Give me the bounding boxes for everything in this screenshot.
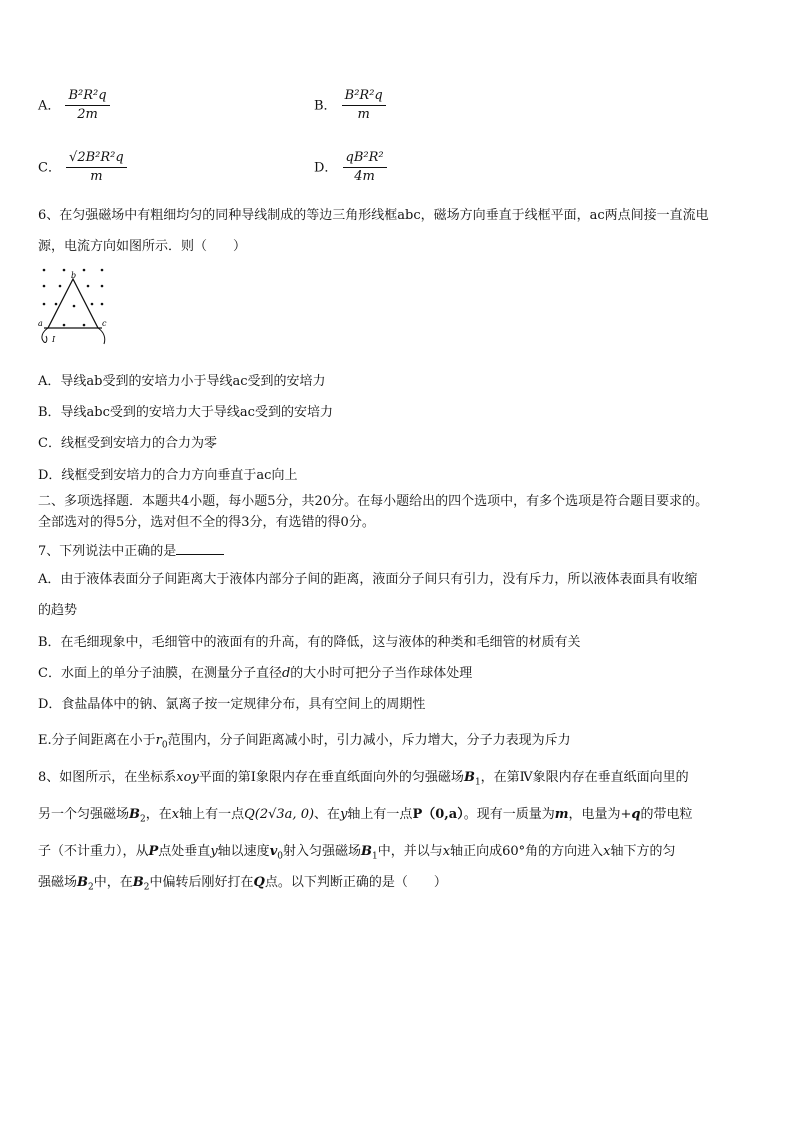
- q7-option-d: D．食盐晶体中的钠、氯离子按一定规律分布，具有空间上的周期性: [38, 697, 426, 712]
- q8-line4: 强磁场$B_2$中，在$B_2$中偏转后刚好打在Q点。以下判断正确的是（ ）: [38, 875, 447, 893]
- q6-option-b: B．导线abc受到的安培力大于导线ac受到的安培力: [38, 405, 333, 420]
- option-fraction: $\frac{\text{B²R²q}}{2m}$: [65, 88, 109, 122]
- vertex-c-label: c: [102, 319, 107, 328]
- option-fraction: $\frac{\text{qB²R²}}{4m}$: [343, 150, 387, 184]
- current-lead-left: [42, 328, 48, 343]
- q8-line1: 8、如图所示，在坐标系xoy平面的第Ⅰ象限内存在垂直纸面向外的匀强磁场$B_1$，在第Ⅳ象限内存在垂直纸面向里的: [38, 770, 689, 788]
- vertex-b-label: b: [71, 271, 77, 280]
- q5-option-a: [38, 88, 110, 122]
- q7-option-b: B．在毛细现象中，毛细管中的液面有的升高，有的降低，这与液体的种类和毛细管的材质有关: [38, 635, 581, 650]
- q6-stem-line1: 6、在匀强磁场中有粗细均匀的同种导线制成的等边三角形线框abc，磁场方向垂直于线框平面，ac两点间接一直流电: [38, 208, 709, 223]
- q7-stem: 7、下列说法中正确的是: [38, 542, 224, 560]
- q5-option-d: [314, 150, 387, 184]
- q7-option-a-line2: 的趋势: [38, 603, 78, 618]
- option-label: D．: [314, 160, 338, 176]
- section2-header-line1: 二、多项选择题．本题共4小题，每小题5分，共20分。在每小题给出的四个选项中，有多个选项是符合题目要求的。: [38, 494, 709, 509]
- q8-line2: 另一个匀强磁场$B_2$，在x轴上有一点Q(2√3a, 0)、在y轴上有一点P（0,a）。现有一质量为m，电量为+q的带电粒: [38, 807, 693, 825]
- option-fraction: $\frac{\text{B²R²q}}{m}$: [342, 88, 386, 122]
- q5-option-c: [38, 150, 127, 184]
- q7-option-c: C．水面上的单分子油膜，在测量分子直径d的大小时可把分子当作球体处理: [38, 666, 473, 681]
- q6-stem-line2: 源，电流方向如图所示．则（ ）: [38, 239, 247, 254]
- q7-option-a-line1: A．由于液体表面分子间距离大于液体内部分子间的距离，液面分子间只有引力，没有斥力，所以液体表面具有收缩: [38, 572, 698, 587]
- q7-option-e: E.分子间距离在小于$r_0$范围内，分子间距离减小时，引力减小，斥力增大，分子力表现为斥力: [38, 733, 571, 751]
- q5-option-b: [314, 88, 386, 122]
- option-fraction: $\frac{\text{√2B²R²q}}{m}$: [66, 150, 127, 184]
- point-p-coordinates: P（0,a）: [412, 807, 464, 822]
- q6-option-d: D．线框受到安培力的合力方向垂直于ac向上: [38, 468, 298, 483]
- point-q-coordinates: Q(2√3a, 0): [244, 807, 315, 822]
- current-label: I: [52, 335, 56, 344]
- q6-triangle-figure: [34, 262, 114, 350]
- option-label: B．: [314, 98, 337, 114]
- section2-header-line2: 全部选对的得5分，选对但不全的得3分，有选错的得0分。: [38, 515, 375, 530]
- answer-blank: [176, 542, 224, 555]
- current-lead-right: [98, 328, 105, 344]
- option-label: A．: [38, 98, 61, 114]
- option-label: C．: [38, 160, 61, 176]
- q6-option-c: C．线框受到安培力的合力为零: [38, 436, 217, 451]
- q6-option-a: A．导线ab受到的安培力小于导线ac受到的安培力: [38, 374, 326, 389]
- vertex-a-label: a: [38, 319, 43, 328]
- q8-line3: 子（不计重力），从P点处垂直y轴以速度$v_0$射入匀强磁场$B_1$中，并以与x轴正向成60°角的方向进入x轴下方的匀: [38, 844, 676, 862]
